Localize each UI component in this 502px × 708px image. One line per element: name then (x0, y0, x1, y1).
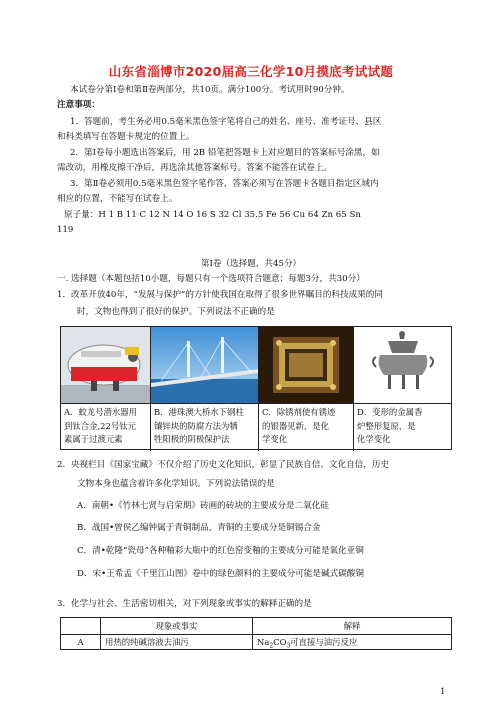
notice-item-1-line-2: 和科类填写在答题卡规定的位置上。 (57, 132, 195, 142)
part-title: 一. 选择题（本题包括10小题，每题只有一个选项符合题意；每题3分，共30分） (57, 274, 365, 284)
notice-item-2-line-1: 2．第Ⅰ卷每小题选出答案后，用 2B 铅笔把答题卡上对应题目的答案标号涂黑，如 (70, 148, 380, 158)
q1-stem-line-1: 1．改革开放40年，“发展与保护”的方针使我国在取得了很多世界瞩目的科技成果的同 (57, 290, 383, 300)
bridge-photo (151, 327, 259, 403)
q2-option-b: B．战国•曾侯乙编钟属于青铜制品，青铜的主要成分是铜锡合金 (77, 523, 321, 533)
atomic-masses-line-2: 119 (57, 225, 74, 235)
q3-table-row (61, 634, 451, 650)
q1-option-a: A．蛟龙号潜水器用 到钛合金,22号钛元 素属于过渡元素 (61, 403, 151, 451)
atomic-masses-line-1: 原子量：H 1 B 11 C 12 N 14 O 16 S 32 Cl 35.5 Fe 56 Cu 64 Zn 65 Sn (64, 210, 361, 220)
section-heading: 第Ⅰ卷（选择题，共45分） (200, 259, 302, 269)
exam-title: 山东省淄博市2020届高三化学10月摸底考试试题 (108, 64, 394, 79)
q1-option-b: B．港珠澳大桥水下钢柱 镶锌块的防腐方法为牺 牲阳极的阴极保护法 (151, 403, 259, 451)
incense-burner-photo (354, 327, 451, 403)
q3-row-explanation: $Na_2CO_3$可直接与油污反应 (257, 637, 358, 650)
notice-item-3-line-1: 3．第Ⅱ卷必须用0.5毫米黑色签字笔作答，答案必须写在答题卡各题目指定区域内 (70, 179, 379, 189)
q1-option-c: C．除锈剂使有锈迹 的银器见新，是化 学变化 (259, 403, 354, 451)
notice-item-1-line-1: 1．答题前，考生务必用0.5毫米黑色签字笔将自己的姓名、座号、准考证号、县区 (70, 117, 382, 127)
q3-header-phenomenon: 现象或事实 (101, 618, 253, 634)
q1-stem-line-2: 时，文物也得到了很好的保护。下列说法不正确的是 (77, 307, 275, 317)
q3-header-explanation: 解释 (343, 621, 361, 631)
q1-option-d: D．变形的金属香 炉整形复原，是 化学变化 (354, 403, 451, 451)
silverware-photo (259, 327, 354, 403)
notice-item-2-line-2: 需改动，用橡皮擦干净后，再选涂其他答案标号。答案不能答在试卷上。 (57, 163, 333, 173)
notice-heading: 注意事项： (57, 100, 100, 110)
q2-stem-line-1: 2．央视栏目《国家宝藏》不仅介绍了历史文化知识，彰显了民族自信、文化自信，历史 (57, 460, 390, 470)
q3-table (60, 617, 452, 650)
q2-option-a: A．南朝•《竹林七贤与启荣期》砖画的砖块的主要成分是二氧化硅 (77, 501, 329, 511)
q2-option-d: D．宋•王希孟《千里江山图》卷中的绿色颜料的主要成分可能是碱式碳酸铜 (77, 569, 364, 579)
q3-stem: 3．化学与社会、生活密切相关，对下列现象或事实的解释正确的是 (57, 599, 312, 609)
q2-option-c: C．清•乾隆“瓷母”各种釉彩大瓶中的红色窑变釉的主要成分可能是氧化亚铜 (77, 546, 364, 556)
q1-options-table (60, 326, 452, 450)
intro-text: 本试卷分第Ⅰ卷和第Ⅱ卷两部分，共10页。满分100分。考试用时90分钟。 (70, 85, 350, 95)
q3-row-label: A (61, 634, 101, 650)
submersible-photo (61, 327, 151, 403)
q3-table-header-row (61, 618, 451, 635)
page-number: 1 (440, 687, 446, 697)
q2-stem-line-2: 文物本身也蕴含着许多化学知识。下列说法错误的是 (77, 479, 275, 489)
q3-row-phenomenon: 用热的纯碱溶液去油污 (101, 634, 253, 650)
notice-item-3-line-2: 相应的位置，不能写在试卷上。 (57, 194, 178, 204)
